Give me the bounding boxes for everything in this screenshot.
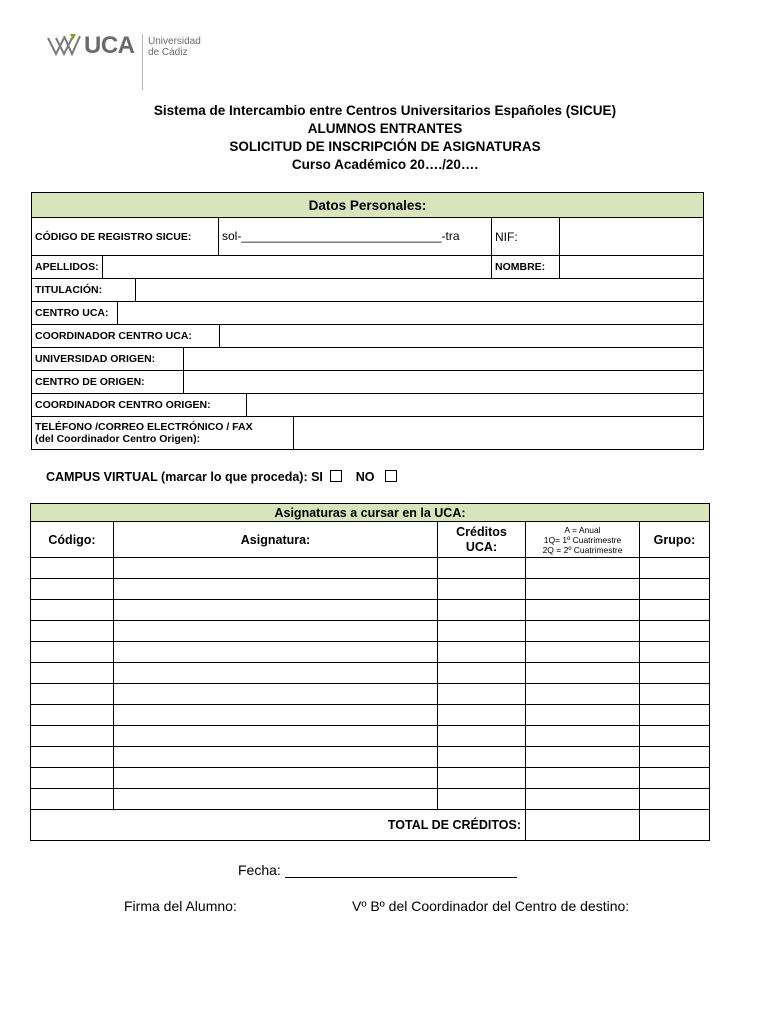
total-creditos-grupo-cell[interactable]: [640, 810, 710, 841]
cell-grupo[interactable]: [640, 726, 710, 747]
cell-creditos[interactable]: [438, 621, 526, 642]
cell-creditos[interactable]: [438, 789, 526, 810]
cell-grupo[interactable]: [640, 600, 710, 621]
cell-asignatura[interactable]: [114, 747, 438, 768]
cell-creditos[interactable]: [438, 663, 526, 684]
firma-alumno-label: Firma del Alumno:: [124, 898, 237, 914]
cell-grupo[interactable]: [640, 663, 710, 684]
cell-creditos[interactable]: [438, 705, 526, 726]
table-row: [31, 663, 710, 684]
universidad-origen-field[interactable]: [184, 348, 703, 370]
campus-si-checkbox[interactable]: [330, 470, 342, 482]
cell-grupo[interactable]: [640, 558, 710, 579]
universidad-origen-label: UNIVERSIDAD ORIGEN:: [32, 348, 184, 370]
cell-creditos[interactable]: [438, 558, 526, 579]
cell-periodo[interactable]: [526, 558, 640, 579]
cell-periodo[interactable]: [526, 747, 640, 768]
cell-periodo[interactable]: [526, 768, 640, 789]
datos-personales-title: Datos Personales:: [32, 193, 704, 218]
telefono-field[interactable]: [294, 417, 703, 449]
cell-grupo[interactable]: [640, 579, 710, 600]
coordinador-uca-field[interactable]: [220, 325, 703, 347]
col-asignatura-header: Asignatura:: [114, 522, 438, 558]
cell-periodo[interactable]: [526, 600, 640, 621]
table-row: [31, 705, 710, 726]
coordinador-uca-label: COORDINADOR CENTRO UCA:: [32, 325, 220, 347]
centro-origen-label: CENTRO DE ORIGEN:: [32, 371, 184, 393]
centro-uca-field[interactable]: [118, 302, 703, 324]
cell-creditos[interactable]: [438, 579, 526, 600]
centro-uca-label: CENTRO UCA:: [32, 302, 118, 324]
legend-1q: 1Q= 1º Cuatrimestre: [543, 534, 622, 545]
codigo-registro-field[interactable]: sol-______________________________-tra: [219, 218, 492, 256]
fecha-field[interactable]: [285, 863, 517, 878]
table-row: [31, 600, 710, 621]
datos-personales-table: [31, 192, 704, 450]
table-row: [31, 642, 710, 663]
fecha: [238, 862, 517, 878]
col-creditos-line2: UCA:: [465, 539, 498, 554]
cell-asignatura[interactable]: [114, 579, 438, 600]
cell-creditos[interactable]: [438, 684, 526, 705]
cell-periodo[interactable]: [526, 642, 640, 663]
table-row: [31, 579, 710, 600]
cell-codigo[interactable]: [31, 642, 114, 663]
col-periodo-legend: [526, 522, 640, 558]
apellidos-label: APELLIDOS:: [32, 256, 103, 278]
cell-grupo[interactable]: [640, 789, 710, 810]
cell-periodo[interactable]: [526, 621, 640, 642]
heading-line4: Curso Académico 20…./20….: [291, 157, 479, 172]
logo-emblem-icon: [46, 32, 82, 58]
cell-asignatura[interactable]: [114, 621, 438, 642]
cell-asignatura[interactable]: [114, 705, 438, 726]
apellidos-field[interactable]: [103, 256, 491, 278]
cell-asignatura[interactable]: [114, 726, 438, 747]
table-row: [31, 789, 710, 810]
asignaturas-table: [30, 503, 710, 841]
cell-creditos[interactable]: [438, 747, 526, 768]
cell-codigo[interactable]: [31, 579, 114, 600]
cell-asignatura[interactable]: [114, 642, 438, 663]
cell-grupo[interactable]: [640, 705, 710, 726]
cell-creditos[interactable]: [438, 600, 526, 621]
col-creditos-line1: Créditos: [456, 524, 507, 539]
cell-grupo[interactable]: [640, 747, 710, 768]
asignaturas-rows: [31, 558, 710, 810]
cell-periodo[interactable]: [526, 663, 640, 684]
logo-university-name: [148, 36, 201, 58]
cell-codigo[interactable]: [31, 663, 114, 684]
col-creditos-header: [438, 522, 526, 558]
cell-codigo[interactable]: [31, 558, 114, 579]
vobo-coordinador-label: Vº Bº del Coordinador del Centro de destino:: [352, 898, 630, 914]
nif-field[interactable]: [560, 218, 704, 256]
campus-no-label: NO: [355, 470, 375, 484]
uca-logo: [46, 30, 216, 90]
centro-origen-field[interactable]: [184, 371, 703, 393]
cell-creditos[interactable]: [438, 642, 526, 663]
cell-codigo[interactable]: [31, 747, 114, 768]
telefono-label: [32, 417, 294, 449]
codigo-registro-label: CÓDIGO DE REGISTRO SICUE:: [32, 218, 219, 256]
cell-asignatura[interactable]: [114, 768, 438, 789]
col-grupo-header: Grupo:: [640, 522, 710, 558]
cell-codigo[interactable]: [31, 600, 114, 621]
cell-codigo[interactable]: [31, 621, 114, 642]
nombre-field[interactable]: [560, 256, 704, 279]
campus-no-checkbox[interactable]: [385, 470, 397, 482]
coordinador-origen-label: COORDINADOR CENTRO ORIGEN:: [32, 394, 247, 416]
legend-2q: 2Q = 2º Cuatrimestre: [542, 544, 623, 555]
table-row: [31, 747, 710, 768]
cell-grupo[interactable]: [640, 621, 710, 642]
coordinador-origen-field[interactable]: [247, 394, 703, 416]
cell-periodo[interactable]: [526, 789, 640, 810]
table-row: [31, 684, 710, 705]
cell-grupo[interactable]: [640, 642, 710, 663]
titulacion-field[interactable]: [136, 279, 703, 301]
heading-line2: ALUMNOS ENTRANTES: [307, 121, 463, 136]
cell-codigo[interactable]: [31, 789, 114, 810]
logo-divider: [142, 34, 143, 90]
cell-creditos[interactable]: [438, 768, 526, 789]
total-creditos-label: TOTAL DE CRÉDITOS:: [31, 810, 526, 841]
table-row: [31, 768, 710, 789]
cell-asignatura[interactable]: [114, 558, 438, 579]
asignaturas-title: Asignaturas a cursar en la UCA:: [31, 504, 710, 522]
cell-periodo[interactable]: [526, 579, 640, 600]
heading-line3: SOLICITUD DE INSCRIPCIÓN DE ASIGNATURAS: [229, 139, 541, 154]
cell-codigo[interactable]: [31, 684, 114, 705]
telefono-label-line2: (del Coordinador Centro Origen):: [35, 433, 201, 445]
table-row: [31, 558, 710, 579]
cell-asignatura[interactable]: [114, 600, 438, 621]
cell-creditos[interactable]: [438, 726, 526, 747]
logo-brand: UCA: [84, 32, 135, 59]
total-creditos-periodo-cell[interactable]: [526, 810, 640, 841]
cell-codigo[interactable]: [31, 768, 114, 789]
cell-asignatura[interactable]: [114, 789, 438, 810]
col-codigo-header: Código:: [31, 522, 114, 558]
campus-virtual-label: CAMPUS VIRTUAL (marcar lo que proceda): SI: [46, 470, 323, 484]
campus-virtual: [46, 470, 397, 484]
nif-label: NIF:: [492, 218, 560, 256]
cell-codigo[interactable]: [31, 726, 114, 747]
cell-periodo[interactable]: [526, 705, 640, 726]
cell-grupo[interactable]: [640, 768, 710, 789]
heading-line1: Sistema de Intercambio entre Centros Universitarios Españoles (SICUE): [153, 103, 617, 118]
telefono-label-line1: TELÉFONO /CORREO ELECTRÓNICO / FAX: [35, 421, 253, 433]
table-row: [31, 726, 710, 747]
cell-grupo[interactable]: [640, 684, 710, 705]
logo-university-line2: de Cádiz: [148, 47, 188, 58]
cell-codigo[interactable]: [31, 705, 114, 726]
legend-anual: A = Anual: [564, 524, 601, 535]
logo-university-line1: Universidad: [148, 36, 201, 47]
cell-periodo[interactable]: [526, 726, 640, 747]
fecha-label: Fecha:: [238, 862, 281, 878]
nombre-label: NOMBRE:: [492, 256, 560, 279]
cell-periodo[interactable]: [526, 684, 640, 705]
cell-asignatura[interactable]: [114, 684, 438, 705]
titulacion-label: TITULACIÓN:: [32, 279, 136, 301]
table-row: [31, 621, 710, 642]
cell-asignatura[interactable]: [114, 663, 438, 684]
